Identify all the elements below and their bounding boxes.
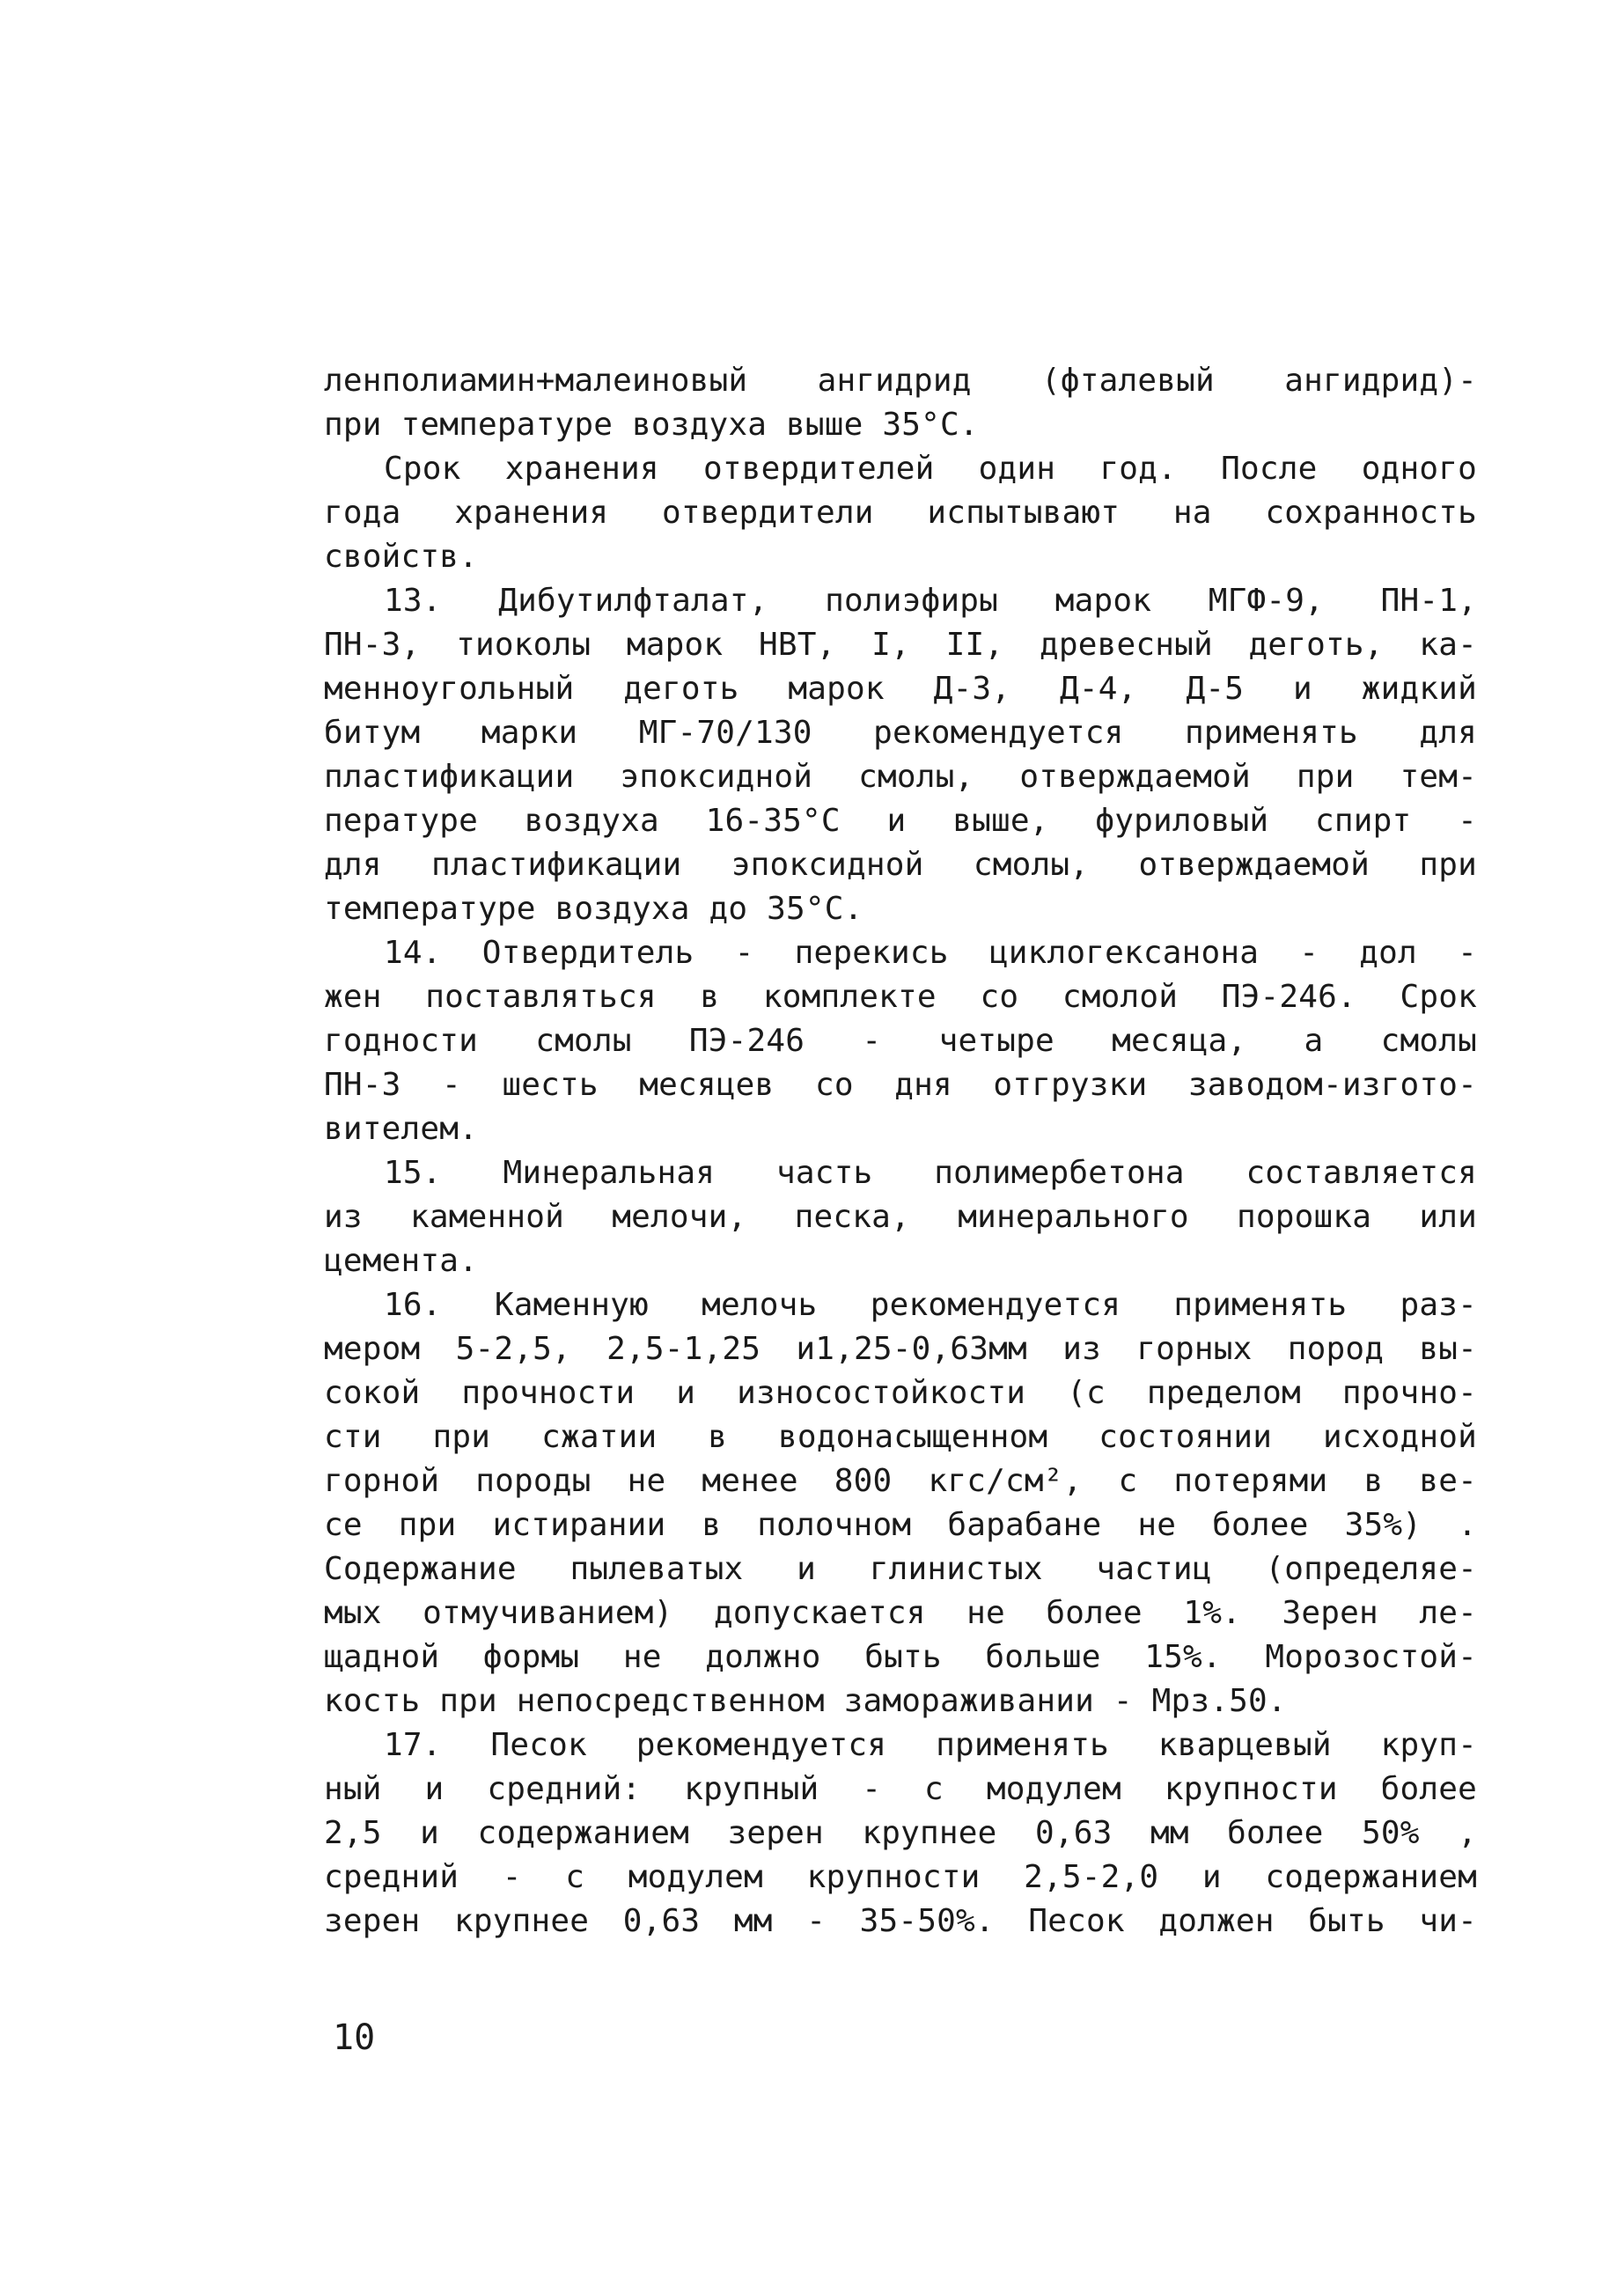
text-line: ный и средний: крупный - с модулем крупности более: [324, 1771, 1477, 1807]
text-line: пературе воздуха 16-35°С и выше, фуриловый спирт -: [324, 803, 1477, 839]
text-line: 14. Отвердитель - перекись циклогексанона - дол -: [384, 935, 1477, 971]
text-line: года хранения отвердители испытывают на сохранность: [324, 495, 1477, 531]
text-line: мером 5-2,5, 2,5-1,25 и1,25-0,63мм из горных пород вы-: [324, 1331, 1477, 1367]
page-number: 10: [333, 2017, 376, 2058]
text-line: годности смолы ПЭ-246 - четыре месяца, а смолы: [324, 1023, 1477, 1059]
text-line: 16. Каменную мелочь рекомендуется применять раз-: [384, 1287, 1477, 1323]
text-line: вителем.: [324, 1111, 478, 1147]
body-text: [324, 359, 1477, 1944]
text-line: 15. Минеральная часть полимербетона составляется: [384, 1155, 1477, 1191]
text-line: сокой прочности и износостойкости (с пределом прочно-: [324, 1375, 1477, 1411]
text-line: для пластификации эпоксидной смолы, отверждаемой при: [324, 847, 1477, 883]
text-line: битум марки МГ-70/130 рекомендуется применять для: [324, 715, 1477, 751]
text-line: средний - с модулем крупности 2,5-2,0 и содержанием: [324, 1859, 1477, 1895]
text-line: менноугольный деготь марок Д-3, Д-4, Д-5 и жидкий: [324, 671, 1477, 707]
text-line: горной породы не менее 800 кгс/см², с потерями в ве-: [324, 1463, 1477, 1499]
text-line: цемента.: [324, 1243, 478, 1279]
text-line: 2,5 и содержанием зерен крупнее 0,63 мм более 50% ,: [324, 1815, 1477, 1851]
text-line: ПН-3, тиоколы марок НВТ, I, II, древесный деготь, ка-: [324, 627, 1477, 663]
text-line: Срок хранения отвердителей один год. После одного: [384, 451, 1477, 487]
text-line: свойств.: [324, 539, 478, 575]
text-line: пластификации эпоксидной смолы, отверждаемой при тем-: [324, 759, 1477, 795]
text-line: зерен крупнее 0,63 мм - 35-50%. Песок должен быть чи-: [324, 1903, 1477, 1939]
text-line: 13. Дибутилфталат, полиэфиры марок МГФ-9, ПН-1,: [384, 583, 1477, 619]
text-line: 17. Песок рекомендуется применять кварцевый круп-: [384, 1727, 1477, 1763]
text-line: при температуре воздуха выше 35°С.: [324, 407, 979, 443]
text-line: ПН-3 - шесть месяцев со дня отгрузки заводом-изгото-: [324, 1067, 1477, 1103]
text-line: кость при непосредственном замораживании - Мрз.50.: [324, 1683, 1287, 1719]
text-line: жен поставляться в комплекте со смолой ПЭ-246. Срок: [324, 979, 1477, 1015]
text-line: сти при сжатии в водонасыщенном состоянии исходной: [324, 1419, 1477, 1455]
text-line: Содержание пылеватых и глинистых частиц (определяе-: [324, 1551, 1477, 1587]
text-line: щадной формы не должно быть больше 15%. Морозостой-: [324, 1639, 1477, 1675]
text-line: температуре воздуха до 35°С.: [324, 891, 863, 927]
text-line: ленполиамин+малеиновый ангидрид (фталевый ангидрид)-: [324, 363, 1477, 399]
text-line: из каменной мелочи, песка, минерального порошка или: [324, 1199, 1477, 1235]
text-line: мых отмучиванием) допускается не более 1%. Зерен ле-: [324, 1595, 1477, 1631]
text-line: се при истирании в полочном барабане не более 35%) .: [324, 1507, 1477, 1543]
